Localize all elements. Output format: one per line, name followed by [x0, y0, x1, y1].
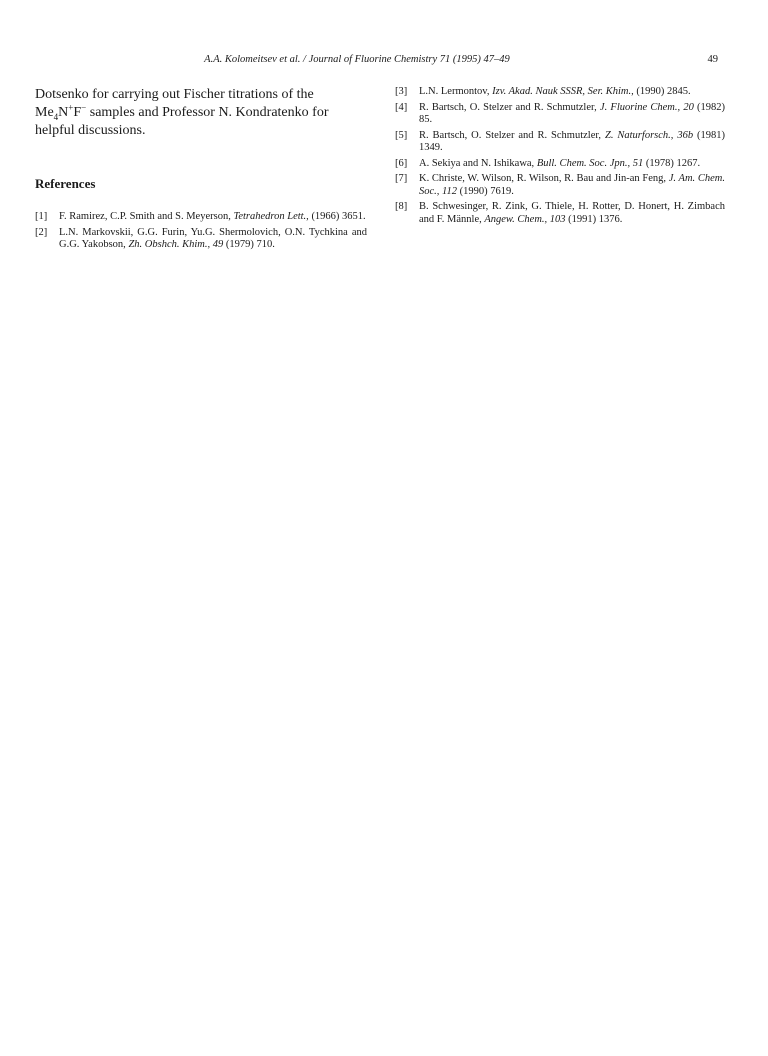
reference-volume: 36b [677, 129, 694, 141]
reference-authors: L.N. Lermontov, [419, 86, 493, 97]
reference-list-left [35, 211, 367, 252]
formula-superscript-minus: − [81, 102, 87, 113]
reference-number: [3] [395, 86, 408, 97]
reference-text [419, 158, 725, 171]
reference-authors: F. Ramirez, C.P. Smith and S. Meyerson, [59, 211, 234, 222]
reference-year-page: (1990) 7619. [457, 185, 514, 197]
reference-item [395, 86, 725, 99]
reference-year-page: (1978) 1267. [643, 157, 701, 169]
reference-authors: L.N. Markovskii, G.G. Furin, Yu.G. Shermolovich, O.N. Tychkina and G.G. Yakobson, [59, 226, 367, 250]
reference-number: [4] [395, 101, 408, 113]
reference-journal: Zh. Obshch. Khim., [128, 239, 211, 250]
reference-journal: Bull. Chem. Soc. Jpn., [536, 157, 631, 169]
page-header [36, 54, 718, 70]
reference-number: [8] [395, 201, 408, 212]
ack-line-2-rest: samples and Professor N. Kondratenko for [86, 105, 329, 120]
reference-journal: Izv. Akad. Nauk SSSR, Ser. Khim., [492, 86, 634, 97]
formula-n: N [58, 105, 69, 120]
ack-line-2 [35, 104, 367, 122]
reference-volume: 49 [212, 239, 224, 250]
left-column [35, 86, 367, 255]
reference-volume: 51 [632, 157, 644, 169]
reference-number: [5] [395, 129, 408, 141]
right-column [395, 86, 725, 229]
reference-item [35, 227, 367, 252]
formula-superscript-plus: + [68, 102, 74, 113]
reference-text [419, 86, 725, 99]
reference-text [419, 102, 725, 127]
reference-text [59, 211, 367, 224]
reference-authors: B. Schwesinger, R. Zink, G. Thiele, H. Rotter, D. Honert, H. Zimbach and F. Männle, [419, 201, 725, 225]
running-head: A.A. Kolomeitsev et al. / Journal of Fluorine Chemistry 71 (1995) 47–49 [204, 54, 510, 65]
reference-year-page: (1991) 1376. [565, 213, 623, 225]
ack-line-3: helpful discussions. [35, 123, 146, 138]
reference-text [419, 173, 725, 198]
reference-number: [6] [395, 157, 408, 169]
reference-text [59, 227, 367, 252]
reference-journal: Angew. Chem., [484, 213, 548, 225]
reference-number: [1] [35, 211, 48, 222]
reference-number: [7] [395, 173, 408, 184]
ack-line-1: Dotsenko for carrying out Fischer titrations of the [35, 87, 314, 102]
reference-authors: R. Bartsch, O. Stelzer and R. Schmutzler, [419, 129, 605, 141]
reference-volume: 103 [549, 213, 566, 225]
reference-year-page: (1981) 1349. [419, 129, 726, 153]
references-heading: References [35, 176, 96, 191]
reference-volume: 112 [442, 185, 458, 197]
reference-authors: K. Christe, W. Wilson, R. Wilson, R. Bau and Jin-an Feng, [419, 173, 669, 184]
reference-journal: Tetrahedron Lett., [233, 211, 309, 222]
reference-year-page: (1990) 2845. [633, 86, 691, 97]
reference-volume: 20 [683, 101, 694, 113]
reference-item [395, 158, 725, 171]
reference-number: [2] [35, 226, 48, 238]
reference-journal: J. Fluorine Chem., [599, 101, 681, 113]
reference-item [395, 201, 725, 226]
reference-journal: Z. Naturforsch., [605, 129, 674, 141]
reference-authors: R. Bartsch, O. Stelzer and R. Schmutzler, [419, 101, 600, 113]
reference-text [419, 130, 725, 155]
reference-year-page: (1982) 85. [419, 101, 726, 125]
reference-list-right [395, 86, 725, 226]
formula-subscript: 4 [53, 111, 59, 122]
reference-year-page: (1966) 3651. [308, 211, 366, 222]
reference-journal: J. Am. Chem. Soc., [419, 173, 726, 197]
reference-year-page: (1979) 710. [223, 239, 275, 250]
formula-me: Me [35, 105, 54, 120]
reference-item [395, 173, 725, 198]
acknowledgement-paragraph [35, 86, 367, 140]
page-number: 49 [707, 54, 718, 65]
reference-item [35, 211, 367, 224]
reference-item [395, 130, 725, 155]
reference-item [395, 102, 725, 127]
reference-text [419, 201, 725, 226]
formula-f: F [73, 105, 82, 120]
reference-authors: A. Sekiya and N. Ishikawa, [419, 157, 537, 169]
